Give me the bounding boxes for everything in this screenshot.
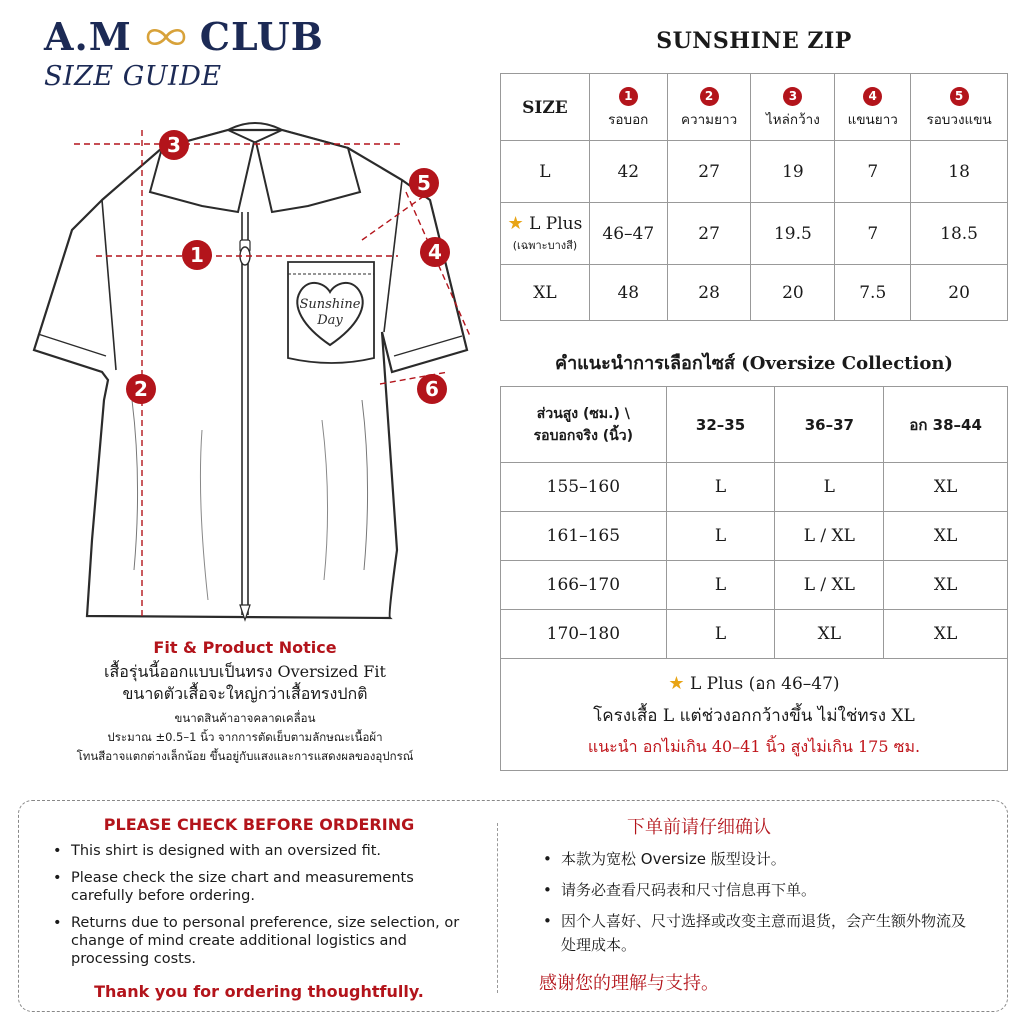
height-cell: 155–160	[501, 463, 667, 512]
value-cell: 18	[911, 141, 1008, 203]
pocket-text-2: Day	[317, 313, 343, 328]
size-row-l-plus	[501, 203, 1008, 265]
value-cell: 46–47	[589, 203, 667, 265]
chinese-thanks: 感谢您的理解与支持。	[539, 973, 719, 994]
list-item: • This shirt is designed with an oversized fit.	[49, 842, 469, 860]
column-length	[667, 74, 751, 141]
product-title: SUNSHINE ZIP	[656, 28, 852, 54]
list-item: • 因个人喜好、尺寸选择或改变主意而退货，会产生额外物流及处理成本。	[539, 909, 979, 957]
shirt-illustration	[22, 100, 492, 630]
marker-1	[182, 240, 212, 270]
note-line1	[507, 668, 1001, 700]
value-cell: 48	[589, 265, 667, 321]
value-cell: 7	[835, 141, 911, 203]
size-table-header	[501, 74, 1008, 141]
size-cell: L	[666, 561, 775, 610]
size-note: (เฉพาะบางสี)	[512, 239, 578, 252]
size-cell: L / XL	[775, 561, 884, 610]
size-table	[500, 73, 1008, 321]
size-cell: L	[666, 463, 775, 512]
english-thanks: Thank you for ordering thoughtfully.	[94, 982, 424, 1001]
value-cell: 19.5	[751, 203, 835, 265]
size-row-l	[501, 141, 1008, 203]
list-item: • 请务必查看尺码表和尺寸信息再下单。	[539, 878, 979, 902]
column-label: ความยาว	[680, 111, 738, 128]
chest-range-header: 32–35	[666, 387, 775, 463]
height-cell: 166–170	[501, 561, 667, 610]
list-item: • 本款为宽松 Oversize 版型设计。	[539, 847, 979, 871]
chinese-notice	[539, 813, 979, 995]
column-number: 1	[619, 87, 638, 106]
corner-line2: รอบอกจริง (นิ้ว)	[533, 427, 634, 444]
value-cell: 18.5	[911, 203, 1008, 265]
size-cell: L	[666, 610, 775, 659]
value-cell: 42	[589, 141, 667, 203]
size-cell	[501, 203, 590, 265]
column-shoulder	[751, 74, 835, 141]
fit-notice-line2: ขนาดตัวเสื้อจะใหญ่กว่าเสื้อทรงปกติ	[122, 684, 368, 703]
column-number: 5	[950, 87, 969, 106]
size-cell: L	[666, 512, 775, 561]
value-cell: 7.5	[835, 265, 911, 321]
recommendation-row	[501, 463, 1008, 512]
size-cell: XL	[501, 265, 590, 321]
size-cell: XL	[884, 610, 1008, 659]
value-cell: 19	[751, 141, 835, 203]
column-label: ไหล่กว้าง	[765, 111, 820, 128]
english-notice-list	[49, 842, 469, 968]
column-armhole	[911, 74, 1008, 141]
note-line2: โครงเสื้อ L แต่ช่วงอกกว้างขึ้น ไม่ใช่ทรง XL	[593, 705, 915, 726]
star-icon: ★	[507, 213, 524, 234]
english-notice-title: PLEASE CHECK BEFORE ORDERING	[103, 815, 415, 834]
svg-text:2: 2	[134, 377, 148, 401]
column-number: 2	[700, 87, 719, 106]
english-notice	[49, 815, 469, 1001]
brand-header	[44, 14, 324, 92]
brand-right: CLUB	[199, 14, 324, 59]
svg-text:1: 1	[190, 243, 204, 267]
recommendation-title: คำแนะนำการเลือกไซส์ (Oversize Collection)	[555, 353, 953, 374]
size-cell: XL	[775, 610, 884, 659]
column-label: รอบอก	[608, 111, 649, 128]
recommendation-row	[501, 610, 1008, 659]
size-cell: XL	[884, 512, 1008, 561]
column-sleeve	[835, 74, 911, 141]
size-cell: XL	[884, 463, 1008, 512]
l-plus-note-row	[501, 659, 1008, 771]
height-cell: 161–165	[501, 512, 667, 561]
brand-logo	[44, 14, 324, 59]
column-divider	[497, 823, 498, 993]
recommendation-row	[501, 512, 1008, 561]
list-item: • Returns due to personal preference, size selection, or change of mind create additional logistics and processing costs.	[49, 914, 469, 968]
value-cell: 20	[751, 265, 835, 321]
size-label: L Plus	[529, 214, 583, 234]
marker-4	[420, 237, 450, 267]
pocket-text-1: Sunshine	[299, 297, 361, 312]
recommendation-table	[500, 386, 1008, 771]
fit-notice-small3: โทนสีอาจแตกต่างเล็กน้อย ขึ้นอยู่กับแสงและการแสดงผลของอุปกรณ์	[76, 749, 414, 763]
chest-range-header: อก 38–44	[884, 387, 1008, 463]
column-number: 4	[863, 87, 882, 106]
recommendation-row	[501, 561, 1008, 610]
value-cell: 27	[667, 141, 751, 203]
chinese-notice-title: 下单前请仔细确认	[627, 817, 771, 838]
brand-left: A.M	[44, 14, 132, 59]
fit-notice-small1: ขนาดสินค้าอาจคลาดเคลื่อน	[174, 711, 316, 725]
column-chest	[589, 74, 667, 141]
height-cell: 170–180	[501, 610, 667, 659]
size-row-xl	[501, 265, 1008, 321]
fit-notice-line1: เสื้อรุ่นนี้ออกแบบเป็นทรง Oversized Fit	[104, 662, 386, 681]
size-cell: L	[775, 463, 884, 512]
note-line3: แนะนำ อกไม่เกิน 40–41 นิ้ว สูงไม่เกิน 175 ซม.	[587, 736, 921, 756]
fit-notice-title: Fit & Product Notice	[153, 638, 337, 657]
corner-header	[501, 387, 667, 463]
svg-text:6: 6	[425, 377, 439, 401]
marker-2	[126, 374, 156, 404]
star-icon: ★	[668, 672, 685, 694]
marker-5	[409, 168, 439, 198]
value-cell: 20	[911, 265, 1008, 321]
ordering-notice-box	[18, 800, 1008, 1012]
fit-notice-small2: ประมาณ ±0.5–1 นิ้ว จากการตัดเย็บตามลักษณะเนื้อผ้า	[107, 730, 383, 744]
list-item: • Please check the size chart and measurements carefully before ordering.	[49, 869, 469, 905]
value-cell: 28	[667, 265, 751, 321]
value-cell: 27	[667, 203, 751, 265]
chinese-notice-list	[539, 847, 979, 957]
size-cell: L	[501, 141, 590, 203]
column-label: แขนยาว	[847, 111, 898, 128]
note-line1-text: L Plus (อก 46–47)	[689, 673, 840, 694]
svg-text:3: 3	[167, 133, 181, 157]
shirt-body-outline	[34, 130, 467, 618]
size-guide-subtitle: SIZE GUIDE	[44, 61, 222, 92]
recommendation-header	[501, 387, 1008, 463]
fit-notice	[30, 638, 460, 766]
marker-3	[159, 130, 189, 160]
l-plus-note	[501, 659, 1008, 771]
size-cell: XL	[884, 561, 1008, 610]
column-number: 3	[783, 87, 802, 106]
size-column-header: SIZE	[501, 74, 590, 141]
column-label: รอบวงแขน	[926, 111, 992, 128]
svg-text:5: 5	[417, 171, 431, 195]
marker-6	[417, 374, 447, 404]
value-cell: 7	[835, 203, 911, 265]
chest-range-header: 36–37	[775, 387, 884, 463]
size-cell: L / XL	[775, 512, 884, 561]
svg-text:4: 4	[428, 240, 442, 264]
corner-line1: ส่วนสูง (ซม.) \	[536, 405, 630, 422]
infinity-icon	[140, 26, 192, 48]
